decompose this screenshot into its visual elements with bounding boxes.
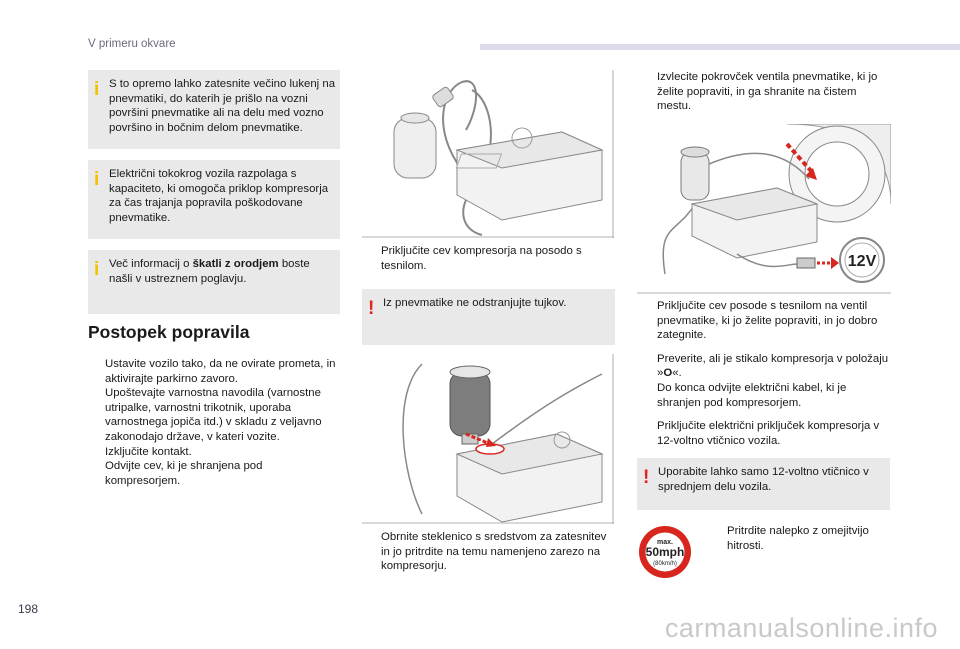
sticker-kmh-text: (80km/h)	[653, 561, 677, 567]
step-item: Preverite, ali je stikalo kompresorja v položaju »O«.	[657, 352, 889, 380]
page-number: 198	[18, 602, 39, 616]
step-item: Priključite cev posode s tesnilom na ventil pnevmatike, ki jo želite popraviti, in jo dobro zategnite.	[657, 300, 878, 342]
info-icon: i	[94, 259, 100, 280]
steps-right	[640, 299, 890, 448]
step-connect-hose	[364, 244, 614, 273]
sticker-max-text: max.	[657, 539, 673, 546]
step-item: Odvijte cev, ki je shranjena pod kompresorjem.	[105, 460, 263, 487]
chapter-title: V primeru okvare	[88, 38, 176, 50]
toolbox-link-text: škatli z orodjem	[192, 258, 279, 270]
warning-note-text: Uporabite lahko samo 12-voltno vtičnico v sprednjem delu vozila.	[658, 466, 869, 493]
info-note-text: Električni tokokrog vozila razpolaga s kapaciteto, ki omogoča priklop kompresorja za čas trajanja popravila poškodovane pnevmatike.	[109, 168, 329, 224]
warning-note-text: Iz pnevmatike ne odstranjujte tujkov.	[383, 297, 567, 309]
speed-limit-sticker	[637, 524, 693, 580]
step-item: Pritrdite nalepko z omejitvijo hitrosti.	[727, 525, 869, 552]
sealant-bottle-figure	[362, 354, 614, 524]
header-bar	[480, 44, 960, 50]
info-note-sealant-kit	[88, 70, 340, 149]
step-valve-cap	[640, 70, 890, 114]
warning-note-foreign-objects	[362, 289, 615, 345]
step-mount-bottle	[364, 530, 616, 574]
info-note-text: Več informacij o škatli z orodjem boste našli v ustreznem poglavju.	[109, 258, 310, 285]
info-note-text: S to opremo lahko zatesnite večino lukenj na pnevmatiki, do katerih je prišlo na vozni površini pnevmatike ali na delu med vozno površino in bočnim delom pnevmatike.	[109, 78, 336, 134]
step-item: Obrnite steklenico s sredstvom za zatesnitev in jo pritrdite na temu namenjeno zarezo na kompresorju.	[381, 531, 607, 573]
step-item: Upoštevajte varnostna navodila (varnostne utripalke, varnostni trikotnik, uporaba varnostnega jopiča itd.) v skladu z veljavno zakonodajo države, v kateri vozite.	[105, 387, 322, 443]
step-sticker	[710, 524, 890, 553]
tyre-connection-figure	[637, 124, 891, 294]
watermark: carmanualsonline.info	[664, 613, 938, 643]
sticker-speed-text: 50mph	[645, 545, 685, 559]
warning-icon: !	[643, 467, 650, 488]
section-heading: Postopek popravila	[88, 322, 250, 342]
compressor-hose-figure	[362, 70, 614, 238]
step-item: Izvlecite pokrovček ventila pnevmatike, ki jo želite popraviti, in ga shranite na čistem mestu.	[657, 71, 878, 113]
steps-left	[88, 357, 340, 488]
info-note-toolbox	[88, 250, 340, 314]
warning-note-12v-socket	[637, 458, 890, 510]
step-item: Izključite kontakt.	[105, 445, 192, 458]
step-item: Priključite električni priključek kompresorja v 12-voltno vtičnico vozila.	[657, 420, 880, 447]
step-item: Priključite cev kompresorja na posodo s tesnilom.	[381, 245, 582, 272]
info-icon: i	[94, 79, 100, 100]
warning-icon: !	[368, 298, 375, 319]
info-note-electrical	[88, 160, 340, 239]
socket-12v-label: 12V	[847, 253, 877, 270]
info-icon: i	[94, 169, 100, 190]
step-item: Do konca odvijte električni kabel, ki je shranjen pod kompresorjem.	[657, 381, 847, 409]
step-item: Ustavite vozilo tako, da ne ovirate prometa, in aktivirajte parkirno zavoro.	[105, 358, 336, 385]
